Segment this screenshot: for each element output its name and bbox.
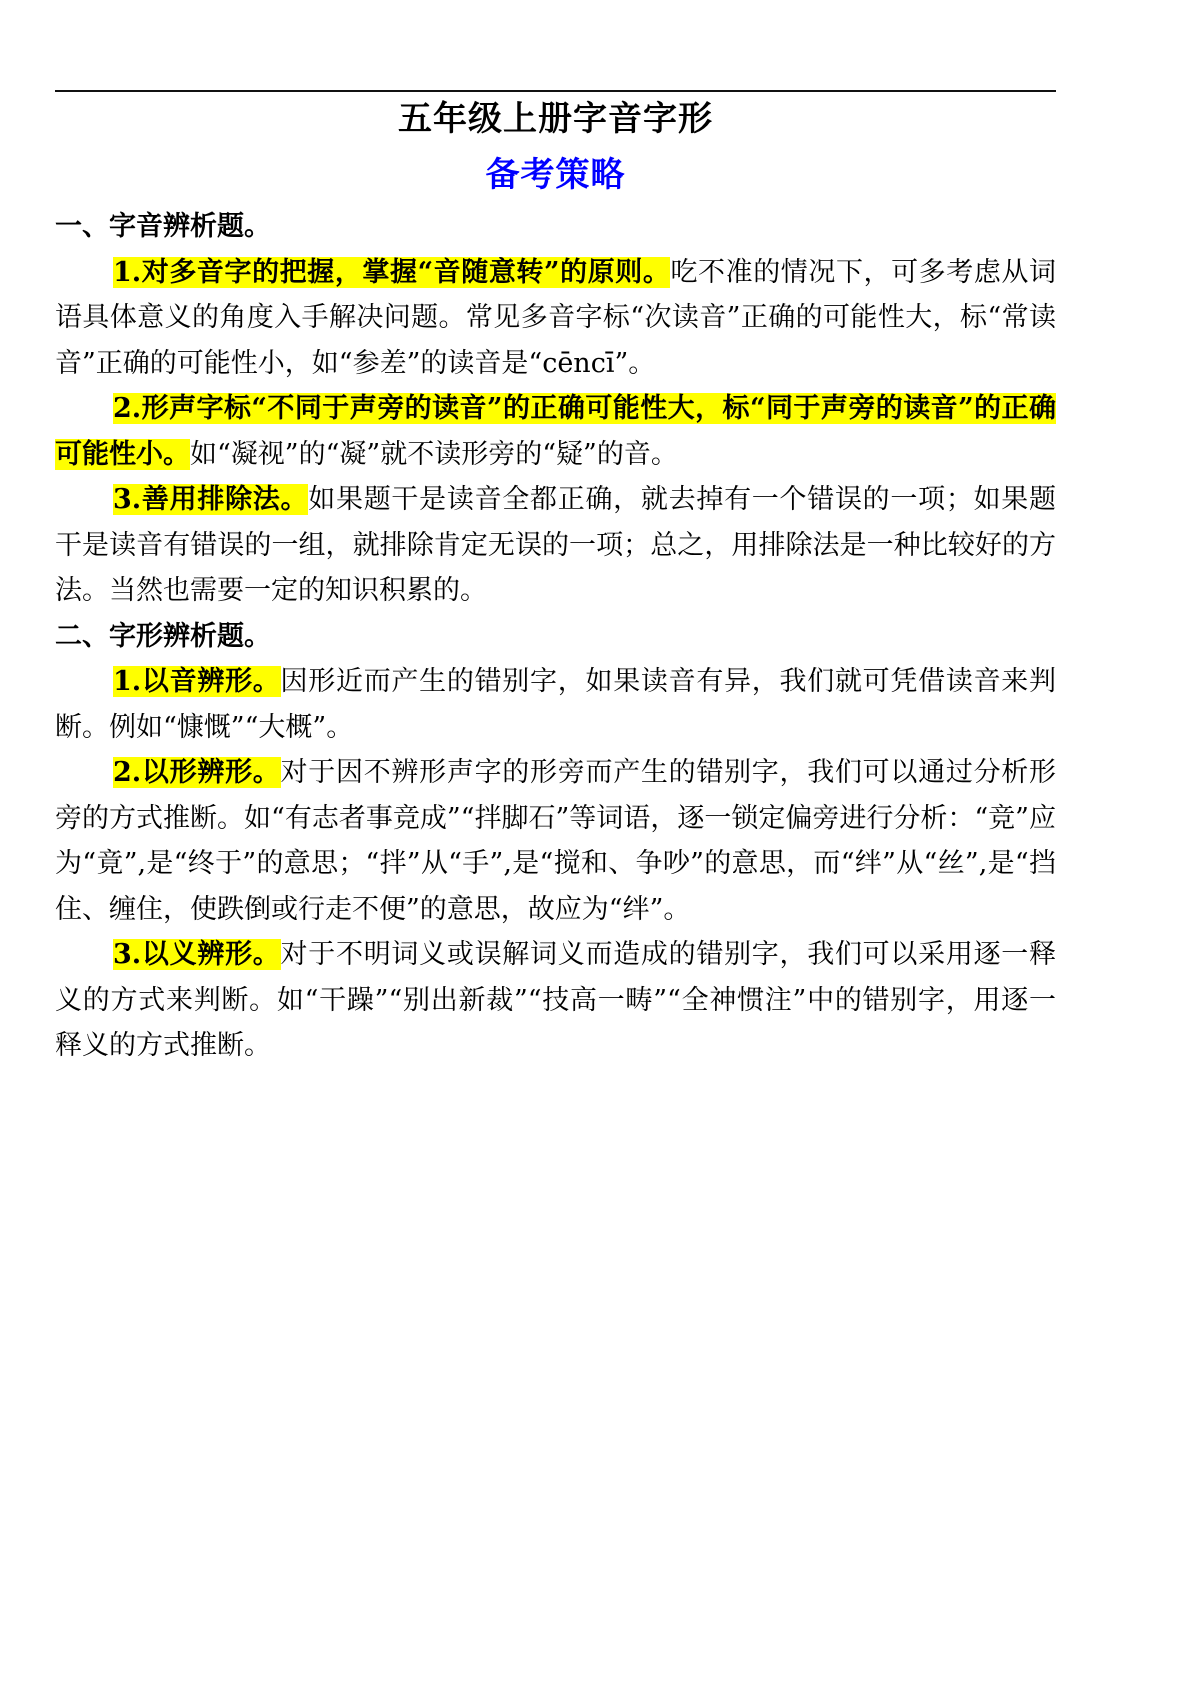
paragraph-body: 如“凝视”的“凝”就不读形旁的“疑”的音。 [190, 438, 678, 470]
highlighted-key-point: 2.形声字标“不同于声旁的读音”的正确可能性大，标“同于声旁的读音”的正确可能性小。 [55, 393, 1056, 470]
paragraph-body: 如果题干是读音全都正确，就去掉有一个错误的一项；如果题干是读音有错误的一组，就排除肯定无误的一项；总之，用排除法是一种比较好的方法。当然也需要一定的知识积累的。 [55, 484, 1057, 606]
highlighted-key-point: 2.以形辨形。 [113, 757, 281, 788]
paragraph-body: 对于因不辨形声字的形旁而产生的错别字，我们可以通过分析形旁的方式推断。如“有志者事竞成”“拌脚石”等词语，逐一锁定偏旁进行分析：“竞”应为“竟”,是“终于”的意思；“拌”从“手”,是“搅和、争吵”的意思，而“绊”从“丝”,是“挡住、缠住，使跌倒或行走不便”的意思，故应为“绊”。 [55, 757, 1057, 925]
paragraph-body: 因形近而产生的错别字，如果读音有异，我们就可凭借读音来判断。例如“慷慨”“大概”。 [55, 666, 1057, 743]
document-body [55, 204, 1056, 1069]
page-title: 五年级上册字音字形 [398, 99, 713, 139]
section-heading-pronunciation: 一、字音辨析题。 [55, 211, 271, 242]
section-heading-glyph: 二、字形辨析题。 [55, 620, 271, 652]
highlighted-key-point: 3.以义辨形。 [113, 939, 281, 970]
paragraph [55, 932, 1056, 1069]
highlighted-key-point: 1.对多音字的把握，掌握“音随意转”的原则。 [113, 256, 671, 288]
highlighted-key-point: 1.以音辨形。 [113, 666, 281, 697]
paragraph-body: 吃不准的情况下，可多考虑从词语具体意义的角度入手解决问题。常见多音字标“次读音”正确的可能性大，标“常读音”正确的可能性小，如“参差”的读音是“cēncī”。 [55, 256, 1057, 379]
paragraph-body: 对于不明词义或误解词义而造成的错别字，我们可以采用逐一释义的方式来判断。如“干躁”“别出新裁”“技高一畴”“全神惯注”中的错别字，用逐一释义的方式推断。 [55, 939, 1057, 1061]
paragraph [55, 386, 1056, 477]
paragraph [55, 250, 1056, 387]
highlighted-key-point: 3.善用排除法。 [113, 484, 309, 515]
top-rule [55, 90, 1056, 92]
page-subtitle: 备考策略 [485, 155, 626, 195]
paragraph [55, 750, 1056, 932]
paragraph [55, 477, 1056, 614]
paragraph [55, 659, 1056, 750]
